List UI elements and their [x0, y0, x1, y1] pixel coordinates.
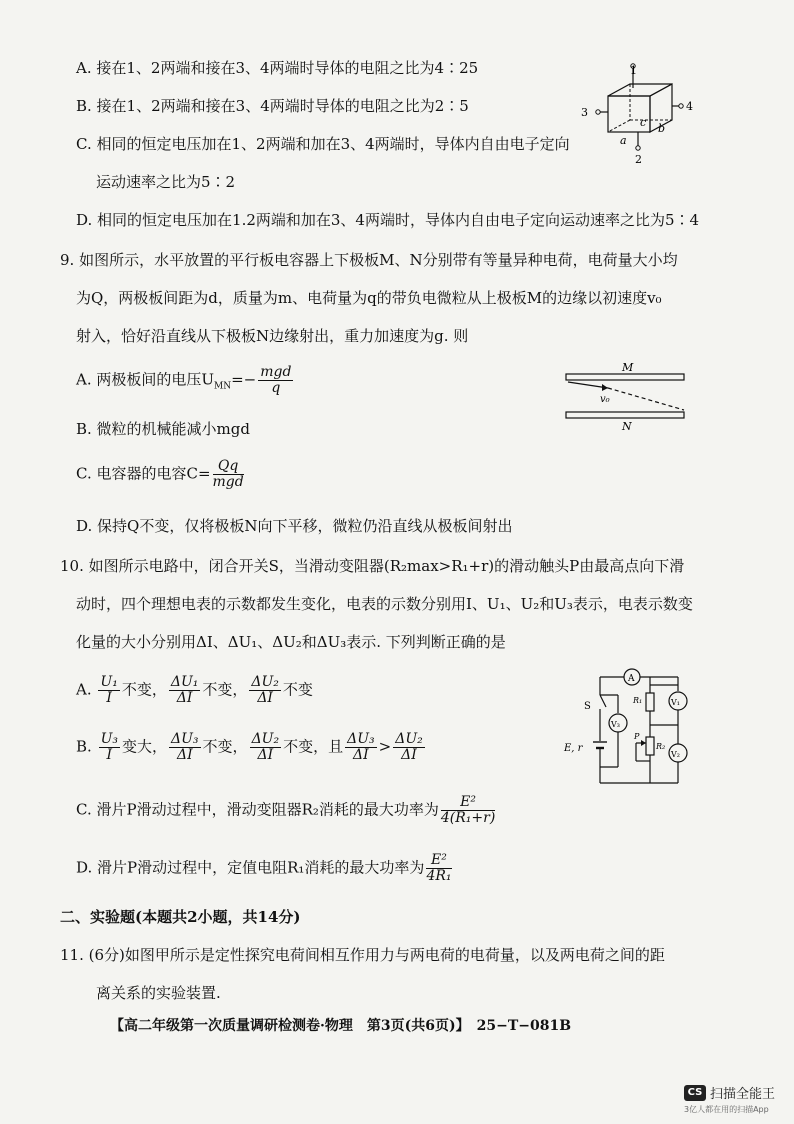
q8-option-c-line2: 运动速率之比为5∶2 — [96, 173, 236, 191]
resistor-r1-label: R₁ — [633, 696, 643, 705]
q9-option-c — [76, 459, 246, 490]
q8-option-c-line1: C. 相同的恒定电压加在1、2两端和加在3、4两端时，导体内自由电子定向 — [76, 135, 570, 153]
q10-b-frac5: $\frac{\text{ΔU₂}}{\Delta I}$ — [395, 731, 423, 763]
q10-a-frac2: $\frac{\text{ΔU₁}}{\Delta I}$ — [170, 674, 199, 706]
scanner-app-name: 扫描全能王 — [710, 1087, 776, 1102]
q10-a-frac3: $\frac{\text{ΔU₂}}{\Delta I}$ — [251, 674, 279, 706]
q11-stem-line2: 离关系的实验装置. — [96, 984, 221, 1002]
voltmeter-v3-label: V₃ — [611, 720, 620, 729]
q9-stem-line2: 为Q，两极板间距为d，质量为m、电荷量为q的带负电微粒从上极板M的边缘以初速度v₀ — [76, 289, 662, 307]
scanner-watermark — [684, 1082, 775, 1115]
q9-option-a-sub: MN — [214, 381, 232, 392]
voltmeter-v2-label: V₂ — [671, 750, 680, 759]
q10-b-frac1: $\frac{\text{U₃}}{I}$ — [100, 731, 118, 763]
section-2-heading: 二、实验题(本题共2小题，共14分) — [60, 908, 301, 926]
edge-a-label: a — [620, 134, 627, 147]
q10-option-b-letter: B. — [76, 737, 92, 756]
q10-a-frac1: $\frac{\text{U₁}}{I}$ — [100, 674, 118, 706]
voltmeter-v1-label: V₁ — [671, 698, 680, 707]
q10-b-text1: 变大， — [122, 737, 168, 756]
q9-option-a-eq: =− — [231, 370, 257, 389]
q10-d-fraction: $\frac{\text{E²}}{\text{4R₁}}$ — [426, 852, 452, 884]
q10-option-b — [76, 732, 427, 763]
q8-conductor-figure — [578, 58, 698, 176]
q10-a-text1: 不变， — [121, 680, 167, 699]
plate-m-label: M — [622, 361, 634, 374]
ammeter-label: A — [628, 674, 635, 684]
q9-stem-line1: 9. 如图所示，水平放置的平行板电容器上下极板M、N分别带有等量异种电荷，电荷量大小均 — [60, 251, 678, 269]
q10-option-a-letter: A. — [76, 680, 92, 699]
q10-b-frac2: $\frac{\text{ΔU₃}}{\Delta I}$ — [171, 731, 199, 763]
q10-stem-line3: 化量的大小分别用ΔI、ΔU₁、ΔU₂和ΔU₃表示. 下列判断正确的是 — [76, 633, 506, 651]
q9-capacitor-figure — [560, 360, 690, 432]
q10-b-frac4: $\frac{\text{ΔU₃}}{\Delta I}$ — [347, 731, 375, 763]
q10-stem-line2: 动时，四个理想电表的示数都发生变化，电表的示数分别用I、U₁、U₂和U₃表示，电表示数变 — [76, 595, 693, 613]
switch-label: S — [584, 701, 591, 712]
terminal-1-label: 1 — [630, 64, 637, 77]
q10-b-text2: 不变， — [202, 737, 248, 756]
q10-option-a — [76, 675, 313, 706]
slider-p-label: P — [634, 732, 640, 741]
q10-option-c-text: C. 滑片P滑动过程中，滑动变阻器R₂消耗的最大功率为 — [76, 800, 439, 819]
q10-c-fraction: $\frac{\text{E²}}{\text{4(R₁+r)}}$ — [440, 794, 496, 826]
page-footer: 【高二年级第一次质量调研检测卷·物理 第3页(共6页)】 25−T−081B — [110, 1018, 572, 1034]
q9-option-b: B. 微粒的机械能减小mgd — [76, 420, 250, 438]
scanner-logo-icon: CS — [684, 1085, 706, 1101]
q9-option-d: D. 保持Q不变，仅将极板N向下平移，微粒仍沿直线从极板间射出 — [76, 517, 513, 535]
q10-b-text4: > — [378, 737, 392, 756]
q10-option-d-text: D. 滑片P滑动过程中，定值电阻R₁消耗的最大功率为 — [76, 858, 425, 877]
q8-option-a: A. 接在1、2两端和接在3、4两端时导体的电阻之比为4∶25 — [76, 59, 479, 77]
q9-option-c-fraction: $\frac{Qq}{\text{mgd}}$ — [212, 458, 244, 490]
q10-a-text3: 不变 — [282, 680, 313, 699]
terminal-4-label: 4 — [686, 100, 693, 113]
q8-option-b: B. 接在1、2两端和接在3、4两端时导体的电阻之比为2∶5 — [76, 97, 469, 115]
q8-option-d: D. 相同的恒定电压加在1.2两端和加在3、4两端时，导体内自由电子定向运动速率之比为5∶4 — [76, 211, 700, 229]
terminal-2-label: 2 — [635, 153, 642, 166]
q9-stem-line3: 射入，恰好沿直线从下极板N边缘射出，重力加速度为g. 则 — [76, 327, 469, 345]
q10-b-frac3: $\frac{\text{ΔU₂}}{\Delta I}$ — [251, 731, 280, 763]
terminal-3-label: 3 — [581, 106, 588, 119]
q10-option-d — [76, 853, 454, 884]
q11-stem-line1: 11. (6分)如图甲所示是定性探究电荷间相互作用力与两电荷的电荷量，以及两电荷之间的距 — [60, 946, 665, 964]
plate-n-label: N — [622, 420, 632, 432]
q9-option-a — [76, 365, 295, 398]
q10-b-text3: 不变，且 — [283, 737, 344, 756]
q9-option-a-fraction: $\frac{\text{mgd}}{q}$ — [260, 364, 292, 396]
q9-option-a-text: A. 两极板间的电压U — [76, 370, 215, 389]
edge-c-label: c — [640, 116, 647, 129]
q10-option-c — [76, 795, 497, 826]
battery-label: E, r — [564, 743, 583, 754]
q10-stem-line1: 10. 如图所示电路中，闭合开关S，当滑动变阻器(R₂max>R₁+r)的滑动触头P由最高点向下滑 — [60, 557, 685, 575]
resistor-r2-label: R₂ — [656, 742, 666, 751]
velocity-label: v₀ — [600, 394, 610, 405]
q10-circuit-figure — [560, 665, 700, 790]
q10-a-text2: 不变， — [202, 680, 248, 699]
scanner-tagline: 3亿人都在用的扫描App — [684, 1105, 769, 1114]
q9-option-c-text: C. 电容器的电容C= — [76, 464, 211, 483]
edge-b-label: b — [658, 122, 666, 135]
